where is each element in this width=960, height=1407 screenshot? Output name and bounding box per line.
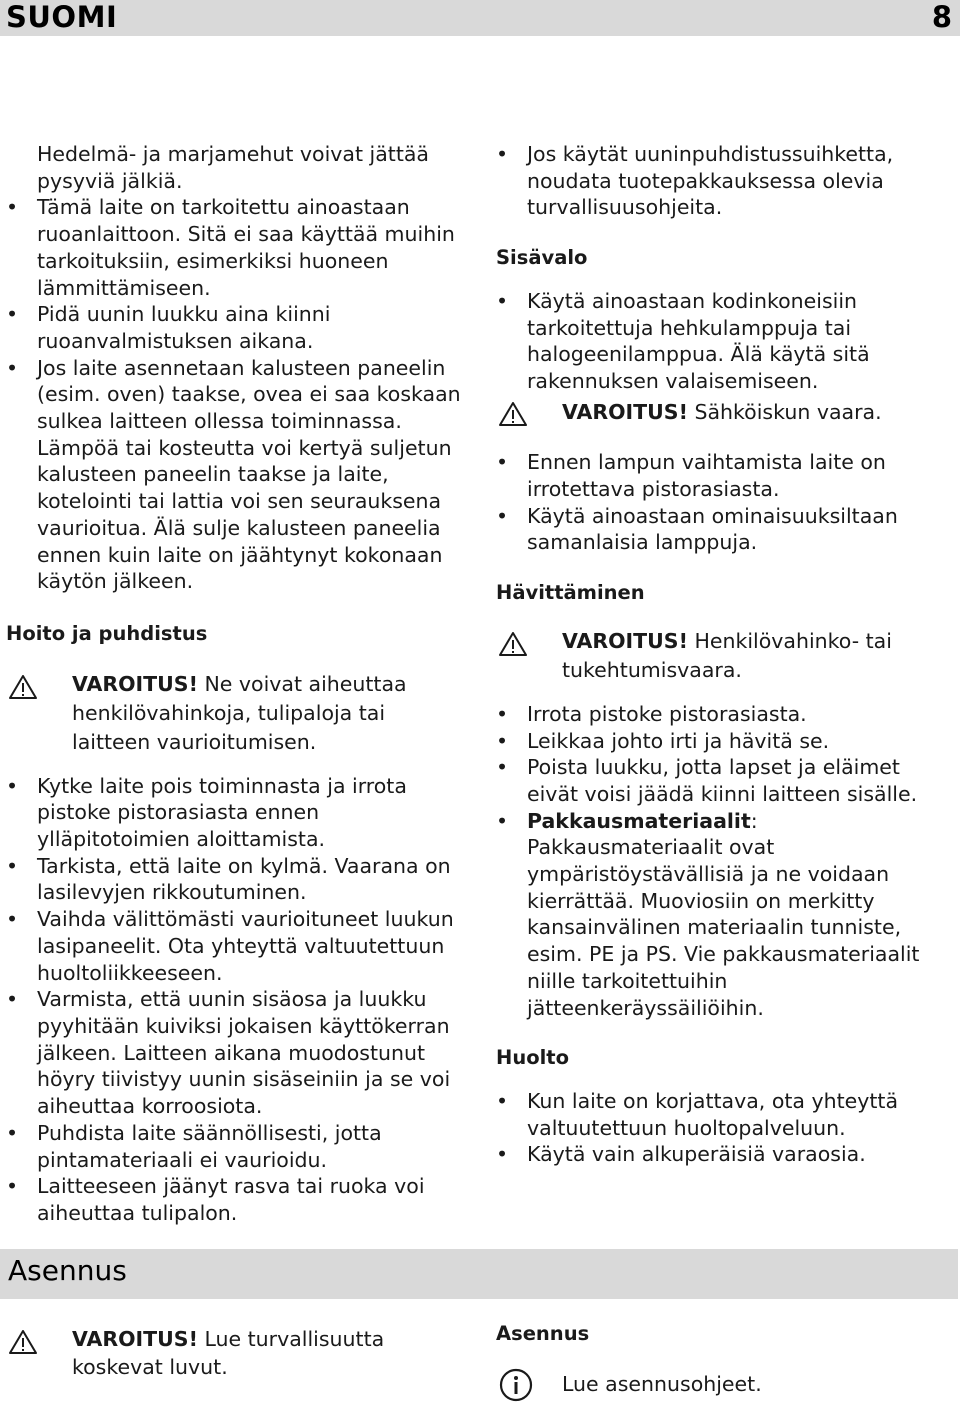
care-warning [6,670,461,757]
info-text: Lue asennusohjeet. [562,1372,762,1396]
list-item: • Kytke laite pois toiminnasta ja irrota pistoke pistorasiasta ennen ylläpitotoimien aloittamista. [6,773,461,853]
install-info [496,1370,926,1398]
light-heading: Sisävalo [496,246,588,270]
list-item: • Kun laite on korjattava, ota yhteyttä valtuutettuun huoltopalveluun. [496,1088,926,1141]
warning-text: Lue turvallisuutta koskevat luvut. [72,1327,385,1379]
list-item: • Pidä uunin luukku aina kiinni ruoanvalmistuksen aikana. [6,301,461,354]
list-item: • Leikkaa johto irti ja hävitä se. [496,728,926,755]
install-warning-block [6,1325,461,1381]
list-item: • Käytä vain alkuperäisiä varaosia. [496,1141,926,1168]
section-title: Asennus [8,1254,127,1287]
list-item [496,808,926,1022]
packaging-label: Pakkausmateriaalit [527,808,751,833]
warning-label: VAROITUS! [562,628,688,653]
info-circle-icon [499,1368,533,1402]
list-item: • Käytä ainoastaan ominaisuuksiltaan samanlaisia lamppuja. [496,503,926,556]
care-heading: Hoito ja puhdistus [6,621,208,645]
light-warning [496,399,926,426]
list-item: • Ennen lampun vaihtamista laite on irrotettava pistorasiasta. [496,449,926,502]
page-number: 8 [931,0,952,34]
install-info-block [496,1320,926,1398]
left-column [6,141,461,1227]
warning-label: VAROITUS! [72,1327,198,1351]
warning-text: Ne voivat aiheuttaa henkilövahinkoja, tulipaloja tai laitteen vaurioitumisen. [72,671,407,754]
list-item: • Tämä laite on tarkoitettu ainoastaan ruoanlaittoon. Sitä ei saa käyttää muihin tarkoituksiin, esimerkiksi huoneen lämmittämiseen. [6,194,461,301]
list-item: • Laitteeseen jäänyt rasva tai ruoka voi aiheuttaa tulipalon. [6,1173,461,1226]
warning-label: VAROITUS! [72,671,198,696]
list-item: • Käytä ainoastaan kodinkoneisiin tarkoitettuja hehkulamppuja tai halogeenilamppua. Älä käytä sitä rakennuksen valaisemiseen. [496,288,926,395]
right-column [496,141,926,1168]
warning-triangle-icon [8,1329,38,1355]
service-heading: Huolto [496,1046,570,1070]
disposal-heading: Hävittäminen [496,581,645,605]
warning-text: Sähköiskun vaara. [687,399,882,424]
warning-label: VAROITUS! [562,399,688,424]
list-item: • Jos käytät uuninpuhdistussuihketta, noudata tuotepakkauksessa olevia turvallisuusohjeita. [496,141,926,221]
list-item: • Puhdista laite säännöllisesti, jotta pintamateriaali ei vaurioidu. [6,1120,461,1173]
install-warning [6,1325,461,1381]
disposal-bullet-list [496,701,926,1021]
warning-triangle-icon [498,401,528,427]
warning-triangle-icon [498,631,528,657]
intro-continuation: Hedelmä- ja marjamehut voivat jättää pysyviä jälkiä. [37,142,429,193]
warning-triangle-icon [8,674,38,700]
language-label: SUOMI [6,0,118,34]
list-item: • Poista luukku, jotta lapset ja eläimet eivät voisi jäädä kiinni laitteen sisälle. [496,754,926,807]
cleaning-spray-list [496,141,926,221]
list-item: • Varmista, että uunin sisäosa ja luukku pyyhitään kuiviksi jokaisen käyttökerran jälkeen. Laitteen aikana muodostunut höyry tiivistyy uunin sisäseiniin ja se voi aiheuttaa korroosiota. [6,986,461,1120]
page-header [0,0,960,36]
lamp-bullet-list [496,449,926,556]
packaging-text: Pakkausmateriaalit ovat ympäristöystävällisiä ja ne voidaan kierrättää. Muoviosiin on merkitty kansainvälinen materiaalin tunniste, esim. PE ja PS. Vie pakkausmateriaalit niille tarkoitettuihin jätteenkeräyssäiliöihin. [527,835,920,1020]
list-item: • Vaihda välittömästi vaurioituneet luukun lasipaneelit. Ota yhteyttä valtuutettuun huoltoliikkeeseen. [6,906,461,986]
packaging-colon: : [750,808,758,833]
warning-text: Henkilövahinko- tai tukehtumisvaara. [562,628,892,682]
intro-bullet-list [6,194,461,595]
care-bullet-list [6,773,461,1227]
service-bullet-list [496,1088,926,1168]
list-item: • Irrota pistoke pistorasiasta. [496,701,926,728]
section-band [0,1249,958,1299]
install-subheading: Asennus [496,1322,590,1345]
light-bullet-list [496,288,926,395]
list-item: • Tarkista, että laite on kylmä. Vaarana on lasilevyjen rikkoutuminen. [6,853,461,906]
disposal-warning [496,627,926,685]
list-item: • Jos laite asennetaan kalusteen paneelin (esim. oven) taakse, ovea ei saa koskaan sulkea laitteen ollessa toiminnassa. Lämpöä tai kosteutta voi kertyä suljetun kalusteen paneelin taakse ja laite, kotelointi tai lattia voi sen seurauksena vaurioitua. Älä sulje kalusteen paneelia ennen kuin laite on jäähtynyt kokonaan käytön jälkeen. [6,355,461,595]
